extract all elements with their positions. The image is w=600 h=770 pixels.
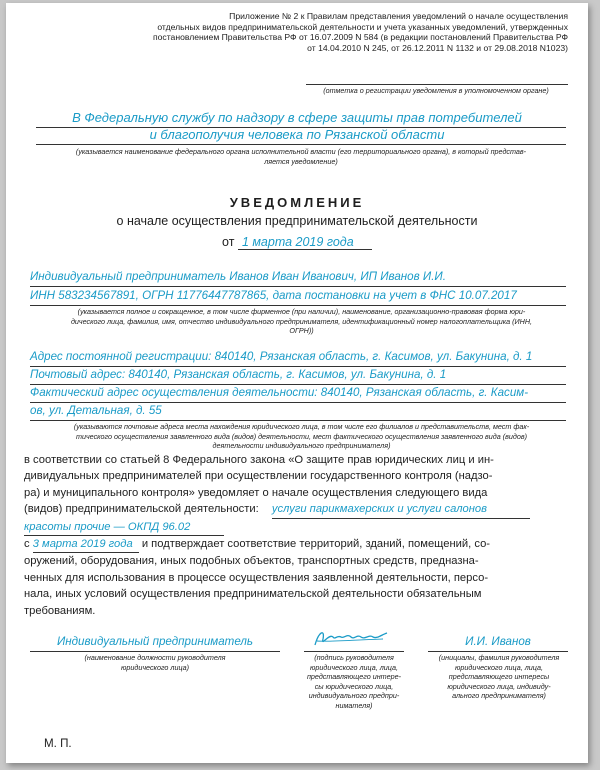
address-actual: Фактический адрес осуществления деятельности: 840140, Рязанская область, г. Касим- (30, 386, 529, 399)
address-registration: Адрес постоянной регистрации: 840140, Рязанская область, г. Касимов, ул. Бакунина, д. 1 (30, 350, 533, 363)
address-rule (30, 420, 566, 421)
note-line: юридического лица, лица, (310, 662, 398, 672)
address-note (24, 422, 579, 451)
recipient-rule (36, 127, 566, 128)
body-line: требованиям. (24, 604, 96, 617)
address-rule (30, 402, 566, 403)
note-line: представляющего интере- (306, 672, 402, 681)
note-line: (указывается наименование федерального органа исполнительной власти (его территориального органа), в который представ- (75, 147, 527, 156)
note-line: (инициалы, фамилия руководителя (438, 653, 560, 662)
document-title: УВЕДОМЛЕНИЕ (229, 195, 365, 210)
note-line: нимателя) (335, 700, 373, 710)
note-line: юридического лица, лица, (455, 662, 543, 672)
body-line: нала, иных условий осуществления предпринимательской деятельности обязательным (24, 588, 482, 601)
activity-value-cont: красоты прочие — ОКПД 96.02 (24, 519, 224, 536)
address-actual-cont: ов, ул. Детальная, д. 55 (30, 404, 162, 417)
document-date (6, 235, 588, 250)
note-line: сы юридического лица, (314, 681, 394, 691)
body-line-text: (видов) предпринимательской деятельности: (24, 503, 259, 516)
header-line: Приложение № 2 к Правилам представления уведомлений о начале осуществления (229, 11, 568, 21)
note-line: (подпись руководителя (314, 653, 394, 662)
note-line: ального предпринимателя) (452, 691, 546, 700)
signer-rule (428, 651, 568, 652)
signature-image (311, 625, 391, 651)
note-line: индивидуального предпри- (308, 691, 400, 700)
date-prefix: от (222, 235, 235, 249)
note-line: юридического лица, индивиду- (447, 681, 551, 691)
entity-name: Индивидуальный предприниматель Иванов Иван Иванович, ИП Иванов И.И. (30, 270, 446, 283)
registration-line (306, 84, 568, 85)
body-line: в соответствии со статьей 8 Федерального закона «О защите прав юридических лиц и ин- (24, 454, 494, 466)
body-line: дивидуальных предпринимателей при осуществлении государственного контроля (надзо- (24, 470, 493, 483)
recipient-line: и благополучия человека по Рязанской области (149, 127, 445, 142)
entity-ids: ИНН 583234567891, ОГРН 11776447787865, дата постановки на учет в ФНС 10.07.2017 (30, 289, 517, 302)
body-line: оружений, оборудования, иных подобных объектов, транспортных средств, предназна- (24, 555, 479, 568)
body-paragraph (24, 452, 580, 619)
position-value: Индивидуальный предприниматель (56, 635, 254, 648)
note-line: юридического лица) (120, 662, 190, 672)
position-note (30, 653, 280, 672)
note-line: дического лица, фамилия, имя, отчество индивидуального предпринимателя, идентификационный номер налогоплательщика (ИНН, (70, 316, 533, 326)
note-line: (указываются почтовые адреса места нахождения юридического лица, в том числе его филиалов и представительств, мест фак- (73, 422, 530, 431)
note-line: деятельности индивидуального предпринимателя) (212, 441, 391, 450)
date-value: 1 марта 2019 года (238, 235, 372, 250)
body-line-text: и подтверждает соответствие территорий, зданий, помещений, со- (141, 538, 491, 551)
signature-rule (304, 651, 404, 652)
address-rule (30, 384, 566, 385)
position-rule (30, 651, 280, 652)
start-prefix: с (24, 538, 30, 551)
recipient-line: В Федеральную службу по надзору в сфере защиты прав потребителей (72, 110, 522, 125)
note-line: ОГРН)) (289, 326, 314, 335)
appendix-header (128, 11, 568, 53)
body-line (24, 501, 580, 518)
start-date: 3 марта 2019 года (33, 536, 139, 553)
entity-rule (30, 286, 566, 287)
body-line: ра) и муниципального контроля» уведомляет о начале осуществления следующего вида (24, 486, 488, 499)
signature-note (298, 653, 410, 710)
signer-name: И.И. Иванов (465, 635, 531, 648)
body-line (24, 536, 580, 553)
signer-note (424, 653, 574, 701)
header-line: постановлением Правительства РФ от 16.07.2009 N 584 (в редакции постановлений Правительства РФ (152, 32, 568, 43)
registration-note: (отметка о регистрации уведомления в уполномоченном органе) (323, 86, 549, 95)
address-postal: Почтовый адрес: 840140, Рязанская область, г. Касимов, ул. Бакунина, д. 1 (30, 368, 447, 381)
stamp-place: М. П. (44, 737, 72, 750)
header-line: от 14.04.2010 N 245, от 26.12.2011 N 1132 и от 29.08.2018 N1023) (307, 42, 568, 53)
note-line: (наименование должности руководителя (84, 653, 226, 662)
document-subtitle: о начале осуществления предпринимательской деятельности (116, 214, 478, 228)
body-line (24, 519, 580, 536)
body-line: ченных для использования в процессе осуществления заявленной деятельности, персо- (24, 571, 489, 584)
address-rule (30, 366, 566, 367)
recipient-note (26, 147, 576, 166)
note-line: тического осуществления заявленного вида (видов) деятельности, мест фактического осуществления заявленного вида (видов) (75, 431, 528, 441)
entity-rule (30, 305, 566, 306)
recipient-block (6, 109, 588, 143)
document-page (6, 3, 588, 763)
note-line: (указывается полное и сокращенное, в том числе фирменное (при наличии), наименование, организационно-правовая форма юри- (77, 307, 526, 316)
note-line: ляется уведомление) (264, 156, 338, 166)
header-line: отдельных видов предпринимательской деятельности и учета указанных уведомлений, утвержденных (157, 21, 568, 32)
activity-value: услуги парикмахерских и услуги салонов (272, 501, 530, 518)
entity-note (24, 307, 579, 336)
note-line: представляющего интересы (448, 672, 550, 681)
recipient-rule (36, 144, 566, 145)
